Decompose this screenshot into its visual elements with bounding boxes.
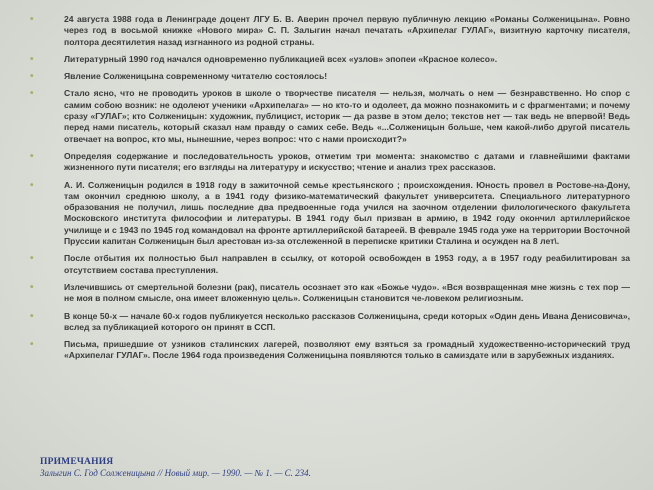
bullet-text: Письма, пришедшие от узников сталинских лагерей, позволяют ему взяться за громадный художественно-исторический труд «Архипелаг ГУЛАГ». После 1964 года произведения Солженицына появляются только в самиздате или в зарубежных изданиях.	[64, 339, 630, 361]
bullet-text: 24 августа 1988 года в Ленинграде доцент ЛГУ Б. В. Аверин прочел первую публичную лекцию «Романы Солженицына». Ровно через год в восьмой книжке «Нового мира» С. П. Залыгин начал печатать «Архипелаг ГУЛАГ», визитную карточку писателя, полтора десятилетия назад изгнанного из родной страны.	[64, 14, 630, 47]
notes-text: Залыгин С. Год Солженицына // Новый мир. — 1990. — № 1. — С. 234.	[40, 468, 311, 478]
bullet-text: Излечившись от смертельной болезни (рак), писатель осознает это как «Божье чудо». «Вся возвращенная мне жизнь с тех пор — не моя в полном смысле, она имеет вложенную цель». Солженицын становится че-ловеком религиозным.	[64, 281, 630, 304]
bullet-icon: •	[30, 88, 34, 100]
bullet-icon: •	[30, 281, 34, 293]
bullet-text: А. И. Солженицын родился в 1918 году в зажиточной семье крестьянского ; происхождения. Юность провел в Ростове-на-Дону, там окончил среднюю школу, а в 1941 году физико-математический факультет университета. Специального литературного образования не получил, лишь последние два предвоенные года учился на заочном отделении филологического факультета Московского института философии и литературы. В 1941 году был призван в армию, в 1942 году окончил артиллерийское училище и с 1943 по 1945 год командовал на фронте артиллерийской батареей. В феврале 1945 года уже на территории Восточной Пруссии капитан Солженицын был арестован из-за отслеженной в переписке критики Сталина и осужден на 8 лет\.	[64, 179, 630, 247]
bullet-text: После отбытия их полностью был направлен в ссылку, от которой освобожден в 1953 году, а в 1957 году реабилитирован за отсутствием состава преступления.	[64, 253, 630, 275]
bullet-item	[30, 71, 630, 82]
bullet-text: Определяя содержание и последовательность уроков, отметим три момента: знакомство с датами и главнейшими фактами жизненного пути писателя; его взгляды на литературу и искусство; чтение и анализ трех рассказов.	[64, 150, 630, 173]
bullet-item	[30, 253, 630, 276]
bullet-icon: •	[30, 14, 34, 25]
bullet-item	[30, 180, 630, 248]
bullet-icon: •	[30, 53, 34, 65]
bullet-icon: •	[30, 179, 34, 191]
bullet-text: Стало ясно, что не проводить уроков в школе о творчестве писателя — нельзя, молчать о нем — безнравственно. Но спор с самим собою возник: не одолеют ученики «Архипелага» — но кто-то и одолеет, да можно познакомить и с фрагментами; и почему сразу «ГУЛАГ»; кто Солженицын: художник, публицист, историк — да разве в этом дело; текстов нет — так ведь не впервой! Ведь перед нами писатель, который сказал нам правду о самих себе. Ведь «...Солженицын больше, чем какой-либо другой писатель отвечает на вопрос, кто мы, нынешние, через вопрос: что с нами происходит?»	[64, 88, 630, 144]
bullet-icon: •	[30, 339, 34, 351]
bullet-icon: •	[30, 150, 34, 162]
bullet-item	[30, 282, 630, 305]
bullet-icon: •	[30, 253, 34, 265]
bullet-list	[30, 14, 630, 368]
footnotes	[40, 456, 600, 479]
bullet-icon: •	[30, 71, 34, 83]
bullet-item	[30, 14, 630, 48]
bullet-item	[30, 339, 630, 362]
bullet-item	[30, 88, 630, 144]
bullet-item	[30, 151, 630, 174]
bullet-text: Литературный 1990 год начался одновременно публикацией всех «узлов» эпопеи «Красное колесо».	[64, 53, 498, 64]
bullet-text: Явление Солженицына современному читателю состоялось!	[64, 71, 328, 82]
bullet-text: В конце 50-х — начале 60-х годов публикуется несколько рассказов Солженицына, среди которых «Один день Ивана Денисовича», вслед за публикацией которого он принят в ССП.	[64, 310, 630, 332]
bullet-icon: •	[30, 310, 34, 322]
notes-title: ПРИМЕЧАНИЯ	[40, 457, 114, 467]
bullet-item	[30, 54, 630, 65]
bullet-item	[30, 311, 630, 334]
